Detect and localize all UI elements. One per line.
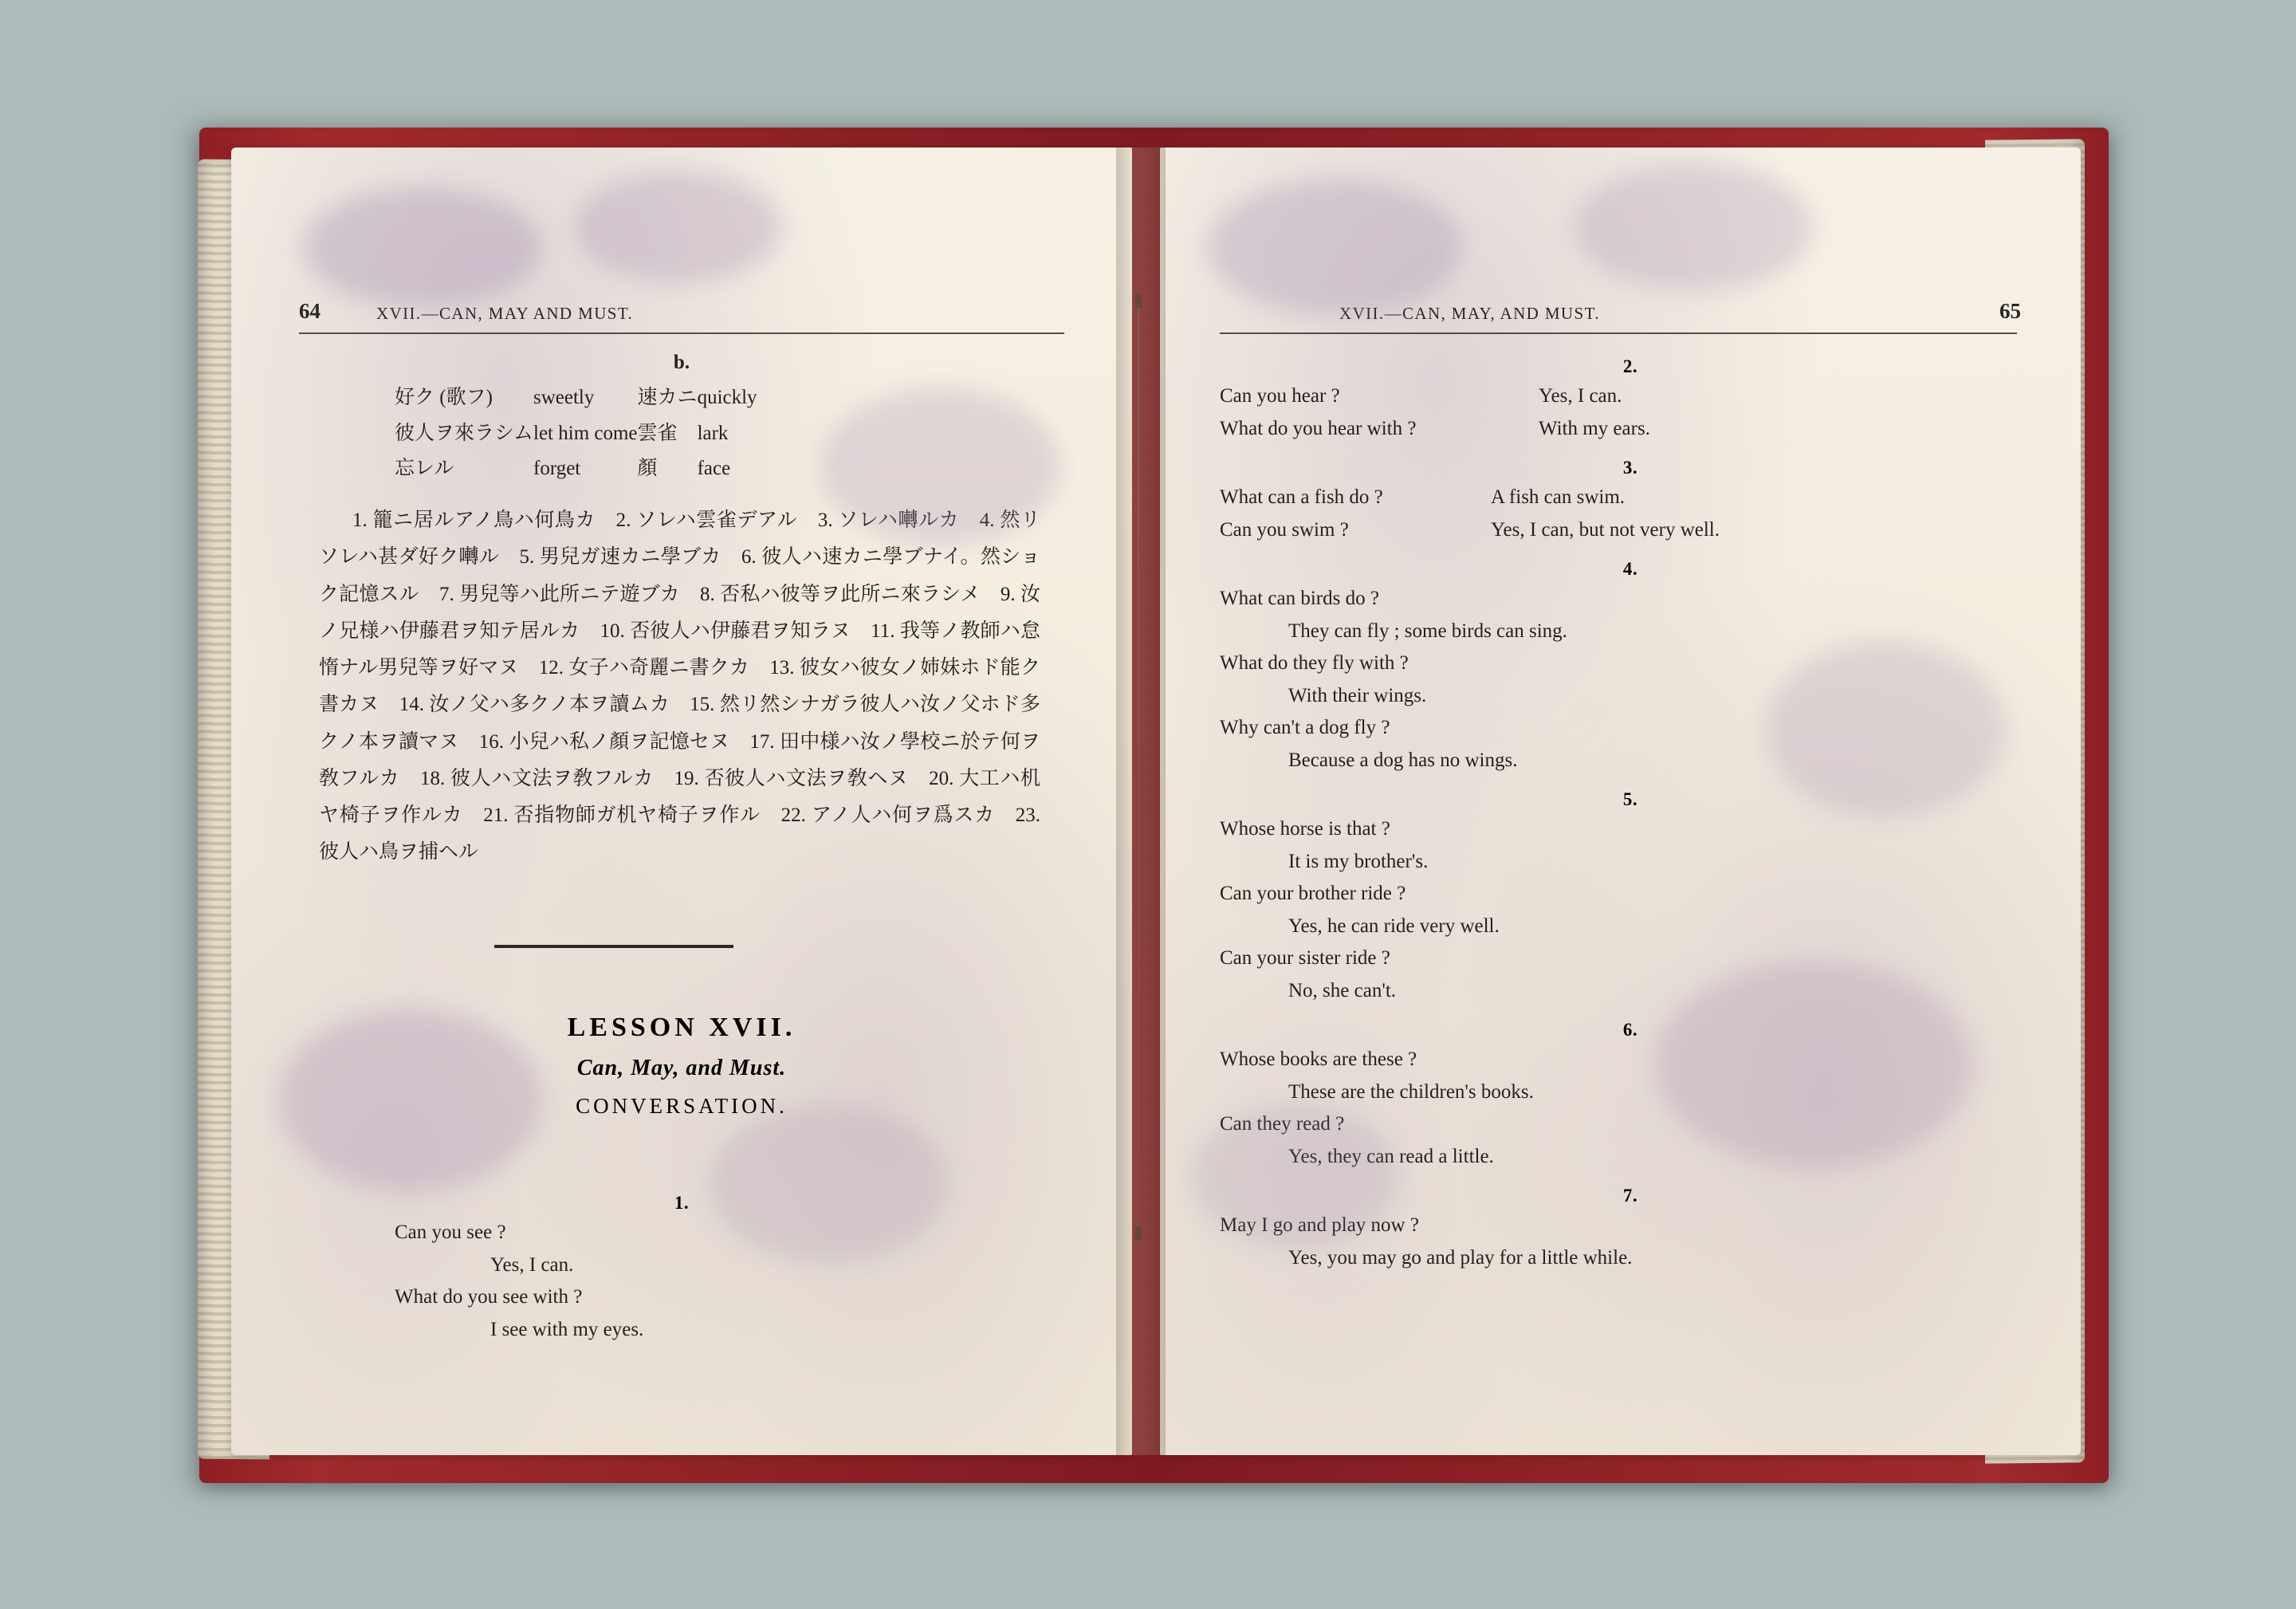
- dialogue-answer: They can fly ; some birds can sing.: [1288, 620, 1567, 642]
- vocab-en-3b: face: [697, 458, 731, 479]
- binding-stitch: [1135, 293, 1142, 308]
- dialogue-answer: Because a dog has no wings.: [1288, 749, 1518, 771]
- lesson-subtitle: Can, May, and Must.: [576, 1056, 787, 1080]
- vocabulary-block: [395, 377, 1080, 495]
- dialogue-qa-row: [1220, 482, 2041, 514]
- vocab-en-1: sweetly: [533, 387, 595, 408]
- dialogue-question: Can you see ?: [395, 1222, 506, 1243]
- dialogue-group-6: [1220, 1020, 2041, 1173]
- dialogue-answer: Yes, I can, but not very well.: [1491, 518, 1720, 541]
- right-header-rule: [1220, 332, 2017, 334]
- dialogue-question: Whose horse is that ?: [1220, 818, 1390, 840]
- dialogue-group-3: [1220, 458, 2041, 546]
- dialogue-question: What can birds do ?: [1220, 588, 1379, 609]
- vocab-en-2: let him come: [533, 422, 638, 444]
- vocab-jp-2b: 雲雀: [637, 422, 678, 444]
- left-section-label-wrap: [299, 347, 1064, 380]
- page-stain: [1208, 179, 1463, 315]
- right-page-folio: 65: [1999, 299, 2021, 323]
- dialogue-answer: Yes, I can.: [490, 1253, 574, 1276]
- dialogue-lines: [1220, 1210, 2041, 1274]
- dialogue-question: Whose books are these ?: [1220, 1048, 1417, 1070]
- dialogue-question: Can they read ?: [1220, 1113, 1345, 1135]
- dialogue-number: 7.: [1622, 1186, 1638, 1206]
- vocab-row: [395, 451, 757, 487]
- dialogue-question: What do you see with ?: [395, 1286, 583, 1308]
- left-running-head: XVII.—CAN, MAY AND MUST.: [376, 304, 634, 323]
- right-page-header: [1220, 299, 2021, 324]
- binding-stitch: [1135, 1226, 1142, 1241]
- vocab-row: [395, 380, 757, 416]
- vocab-jp-3: 忘レル: [395, 458, 454, 479]
- dialogue-lines: [1220, 1044, 2041, 1173]
- dialogue-answer: Yes, they can read a little.: [1288, 1145, 1494, 1167]
- dialogue-group-7: [1220, 1186, 2041, 1274]
- vocab-en-3: forget: [533, 458, 581, 479]
- left-page-header: [299, 299, 1064, 324]
- dialogue-qa-row: [1220, 380, 2041, 413]
- dialogue-answer: With their wings.: [1288, 684, 1427, 706]
- right-dialogues: [1220, 344, 2041, 1274]
- right-page: [1160, 148, 2081, 1455]
- vocab-en-1b: quickly: [697, 387, 757, 408]
- dialogue-lines: [1220, 813, 2041, 1007]
- dialogue-number: 4.: [1622, 559, 1638, 579]
- dialogue-answer: It is my brother's.: [1288, 850, 1429, 872]
- page-stain: [303, 187, 542, 307]
- dialogue-answer: No, she can't.: [1288, 979, 1397, 1001]
- dialogue-answer: With my ears.: [1539, 417, 1650, 439]
- dialogue-question: Why can't a dog fly ?: [1220, 717, 1390, 738]
- left-header-rule: [299, 332, 1064, 334]
- dialogue-number: 1.: [674, 1193, 690, 1213]
- dialogue-number: 6.: [1622, 1020, 1638, 1040]
- vocab-row: [395, 416, 757, 452]
- dialogue-answer: Yes, he can ride very well.: [1288, 915, 1500, 937]
- dialogue-number: 5.: [1622, 789, 1638, 809]
- lesson-title: LESSON XVII.: [567, 1013, 796, 1042]
- section-divider-rule: [494, 945, 733, 948]
- dialogue-qa-row: [1220, 413, 2041, 446]
- dialogue-question: Can you hear ?: [1220, 385, 1340, 407]
- dialogue-question: Can you swim ?: [1220, 518, 1349, 541]
- dialogue-question: Can your sister ride ?: [1220, 947, 1390, 969]
- lesson-section-kind: CONVERSATION.: [576, 1094, 788, 1118]
- dialogue-lines: [299, 1217, 1064, 1346]
- vocab-en-2b: lark: [697, 422, 729, 444]
- vocabulary-table: [395, 380, 757, 487]
- binding-thread: [1138, 303, 1139, 1244]
- vocab-jp-1b: 速カニ: [637, 387, 698, 408]
- dialogue-question: What do you hear with ?: [1220, 417, 1417, 439]
- page-stain: [1575, 163, 1814, 291]
- dialogue-question: Can your brother ride ?: [1220, 883, 1406, 904]
- lesson-heading-block: [299, 1013, 1064, 1125]
- left-page-folio: 64: [299, 299, 320, 323]
- dialogue-answer: Yes, you may go and play for a little while.: [1288, 1246, 1633, 1269]
- dialogue-lines: [1220, 380, 2041, 445]
- dialogue-question: May I go and play now ?: [1220, 1214, 1419, 1236]
- vocab-jp-3b: 顏: [637, 458, 658, 479]
- dialogue-qa-row: [1220, 514, 2041, 547]
- vocab-jp-2: 彼人ヲ來ラシム: [395, 422, 534, 444]
- dialogue-question: What do they fly with ?: [1220, 652, 1409, 674]
- dialogue-number: 3.: [1622, 458, 1638, 478]
- dialogue-answer: I see with my eyes.: [490, 1318, 644, 1340]
- dialogue-group-2: [1220, 356, 2041, 445]
- page-stain: [574, 171, 781, 283]
- left-page: [231, 148, 1132, 1455]
- japanese-exercise-block: 1. 籠ニ居ルアノ鳥ハ何鳥カ 2. ソレハ雲雀デアル 3. ソレハ囀ルカ 4. 然リソレハ甚ダ好ク囀ル 5. 男兒ガ速カニ學ブカ 6. 彼人ハ速カニ學ブナイ。然ショク記憶スル 7. 男兒等ハ此所ニテ遊ブカ 8. 否私ハ彼等ヲ此所ニ來ラシメ 9. 汝ノ兄様ハ伊藤君ヲ知テ居ルカ 10. 否彼人ハ伊藤君ヲ知ラヌ 11. 我等ノ教師ハ怠惰ナル男兒等ヲ好マヌ 12. 女子ハ奇麗ニ書クカ 13. 彼女ハ彼女ノ姉妹ホド能ク書カヌ 14. 汝ノ父ハ多クノ本ヲ讀ムカ 15. 然リ然シナガラ彼人ハ汝ノ父ホド多クノ本ヲ讀マヌ 16. 小兒ハ私ノ顏ヲ記憶セヌ 17. 田中様ハ汝ノ學校ニ於テ何ヲ敎フルカ 18. 彼人ハ文法ヲ敎フルカ 19. 否彼人ハ文法ヲ敎ヘヌ 20. 大工ハ机ヤ椅子ヲ作ルカ 21. 否指物師ガ机ヤ椅子ヲ作ル 22. アノ人ハ何ヲ爲スカ 23. 彼人ハ鳥ヲ捕ヘル: [319, 509, 1040, 864]
- dialogue-lines: [1220, 583, 2041, 777]
- dialogue-lines: [1220, 482, 2041, 546]
- dialogue-answer: These are the children's books.: [1288, 1080, 1534, 1103]
- dialogue-answer: Yes, I can.: [1539, 385, 1622, 407]
- vocab-jp-1: 好ク (歌フ): [395, 387, 493, 408]
- dialogue-question: What can a fish do ?: [1220, 486, 1383, 508]
- dialogue-number: 2.: [1622, 356, 1638, 376]
- dialogue-group-1: [299, 1180, 1064, 1346]
- dialogue-group-4: [1220, 559, 2041, 777]
- dialogue-group-5: [1220, 789, 2041, 1007]
- section-label-b: b.: [673, 352, 690, 373]
- dialogue-answer: A fish can swim.: [1491, 486, 1626, 508]
- right-running-head: XVII.—CAN, MAY, AND MUST.: [1339, 304, 1600, 323]
- book-gutter: [1116, 148, 1166, 1455]
